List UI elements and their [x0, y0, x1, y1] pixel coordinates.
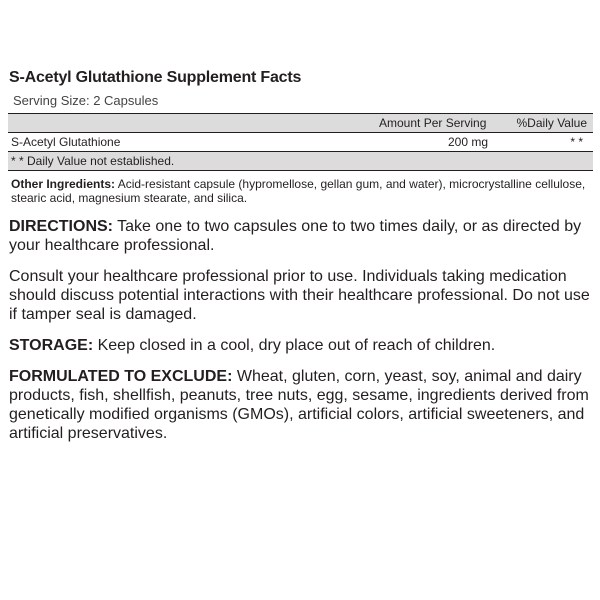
storage-text: Keep closed in a cool, dry place out of reach of children. — [97, 337, 496, 354]
daily-value-header: %Daily Value — [516, 116, 587, 130]
exclude-paragraph — [8, 367, 593, 443]
consult-text: Consult your healthcare professional prior to use. Individuals taking medication should discuss potential interactions with their healthcare professional. Do not use if tamper seal is damaged. — [9, 268, 590, 323]
directions-label: DIRECTIONS: — [9, 218, 113, 235]
other-ingredients — [8, 177, 593, 205]
exclude-label: FORMULATED TO EXCLUDE: — [9, 368, 233, 385]
consult-paragraph — [8, 267, 593, 324]
directions-text: Take one to two capsules one to two times daily, or as directed by your healthcare professional. — [9, 218, 582, 254]
facts-header-row — [8, 114, 593, 133]
storage-label: STORAGE: — [9, 337, 94, 354]
amount-per-serving-header: Amount Per Serving — [379, 116, 487, 130]
other-ingredients-label: Other Ingredients: — [11, 177, 116, 191]
ingredient-daily-value: * * — [570, 135, 583, 149]
storage-paragraph — [8, 336, 593, 355]
facts-table — [8, 113, 593, 171]
other-ingredients-text: Acid-resistant capsule (hypromellose, gellan gum, and water), microcrystalline cellulose, stearic acid, magnesium stearate, and silica. — [11, 177, 586, 205]
facts-title: S-Acetyl Glutathione Supplement Facts — [9, 69, 302, 86]
ingredient-name: S-Acetyl Glutathione — [11, 135, 121, 149]
directions-paragraph — [8, 217, 593, 255]
table-row — [8, 133, 593, 151]
ingredient-amount: 200 mg — [448, 135, 489, 149]
supplement-label — [8, 68, 593, 443]
exclude-text: Wheat, gluten, corn, yeast, soy, animal and dairy products, fish, shellfish, peanuts, tree nuts, egg, sesame, ingredients derived from genetically modified organisms (GMOs), artificial colors, artificial sweeteners, and artificial preservatives. — [9, 368, 589, 442]
footnote-row — [8, 151, 593, 170]
footnote-text: * * Daily Value not established. — [11, 154, 175, 168]
serving-size: Serving Size: 2 Capsules — [13, 93, 159, 108]
